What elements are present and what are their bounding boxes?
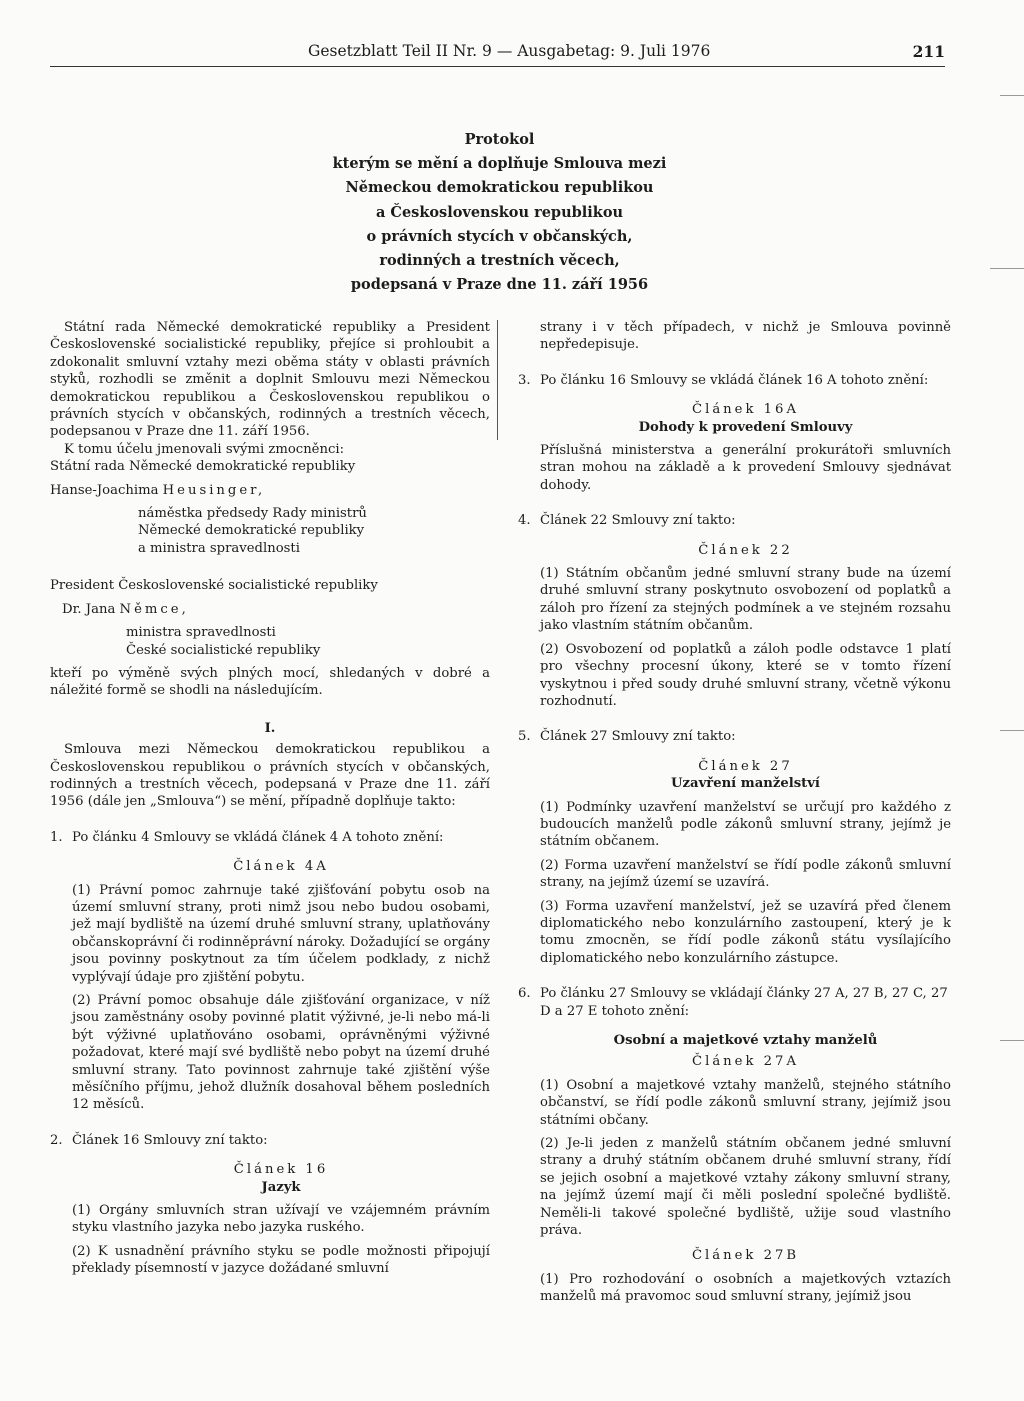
column-divider <box>497 320 498 440</box>
amendment-item <box>518 728 951 745</box>
section-intro: Smlouva mezi Německou demokratickou republikou a Československou republikou o právních stycích v občanských, rodinných a trestních věcech, podepsaná v Praze dne 11. září 1956 (dále jen „Smlouva“) se mění, případně doplňuje takto: <box>50 742 490 810</box>
article-paragraph: (1) Osobní a majetkové vztahy manželů, stejného státního občanství, se řídí podle zákonů smluvní strany, jejímiž jsou státními občany. <box>540 1077 951 1128</box>
article-paragraph: (3) Forma uzavření manželství, jež se uzavírá před členem diplomatického nebo konzulárního zastoupení, který je k tomu zmocněn, se řídí podle zákonů státu vysílajícího diplomatického nebo konzulárního zástupce. <box>540 898 951 966</box>
article-heading: Článek 16A <box>692 402 799 418</box>
amendment-item <box>50 1132 490 1149</box>
article-heading: Článek 27B <box>691 1248 800 1264</box>
item-number: 3. <box>518 372 531 388</box>
article-paragraph: (2) Osvobození od poplatků a záloh podle odstavce 1 platí pro všechny procesní úkony, které se v tomto řízení vyskytnou i před soudy druhé smluvní strany, včetně výkonu rozhodnutí. <box>540 641 951 709</box>
item-text: Po článku 4 Smlouvy se vkládá článek 4 A tohoto znění: <box>72 829 444 845</box>
title-line: Německou demokratickou republikou <box>345 179 654 197</box>
cs-plenipotentiary <box>50 601 490 618</box>
article-4a <box>50 858 490 1114</box>
article-heading: Článek 16 <box>233 1162 329 1178</box>
article-heading: Článek 27 <box>698 758 793 774</box>
right-column <box>518 319 951 1306</box>
section-title: Osobní a majetkové vztahy manželů <box>613 1033 878 1048</box>
article-paragraph: Příslušná ministerstva a generální prokurátoři smluvních stran mohou na základě a k provedení Smlouvy sjednávat dohody. <box>540 443 951 493</box>
article-heading: Článek 22 <box>698 542 793 558</box>
cs-role: České socialistické republiky <box>126 642 321 658</box>
gdr-surname: Heusinger, <box>162 482 266 498</box>
item-text: Článek 27 Smlouvy zní takto: <box>540 729 736 745</box>
gdr-party: Státní rada Německé demokratické republiky <box>50 459 356 475</box>
gdr-name: Hanse-Joachima <box>50 482 159 498</box>
item-number: 2. <box>50 1132 63 1148</box>
item-number: 1. <box>50 829 63 845</box>
title-line: podepsaná v Praze dne 11. září 1956 <box>350 276 649 294</box>
article-16a <box>518 401 951 494</box>
item-number: 4. <box>518 513 531 529</box>
article-paragraph: (1) Orgány smluvních stran užívají ve vzájemném právním styku vlastního jazyka nebo jazyka ruského. <box>72 1203 490 1236</box>
article-title: Dohody k provedení Smlouvy <box>638 419 853 435</box>
article-22 <box>518 542 951 711</box>
amendment-item <box>518 512 951 529</box>
item-text: Článek 16 Smlouvy zní takto: <box>72 1132 268 1148</box>
gdr-role: a ministra spravedlnosti <box>138 540 300 556</box>
article-paragraph: (1) Pro rozhodování o osobních a majetkových vztazích manželů má pravomoc soud smluvní strany, jejímiž jsou <box>540 1271 951 1305</box>
title-line: Protokol <box>464 131 535 148</box>
plenipotentiaries-intro: K tomu účelu jmenovali svými zmocněnci: <box>64 441 345 457</box>
cs-party: President Československé socialistické republiky <box>50 578 378 594</box>
item-text: Článek 22 Smlouvy zní takto: <box>540 513 736 529</box>
article-27 <box>518 758 951 967</box>
cs-name: Dr. Jana <box>62 601 116 617</box>
title-line: kterým se mění a doplňuje Smlouva mezi <box>332 155 667 173</box>
article-paragraph: (1) Podmínky uzavření manželství se určují pro každého z budoucích manželů podle zákonů smluvní strany, jejímž je státním občanem. <box>540 799 951 850</box>
article-paragraph: (1) Státním občanům jedné smluvní strany bude na území druhé smluvní strany poskytnuto osvobození od poplatků a záloh pro řízení za stejných podmínek a ve stejném rozsahu jako vlastním státním občanům. <box>540 566 951 634</box>
page-number: 211 <box>912 42 945 61</box>
amendment-item <box>518 372 951 389</box>
gdr-role: Německé demokratické republiky <box>138 523 365 539</box>
item-text: Po článku 16 Smlouvy se vkládá článek 16 A tohoto znění: <box>540 372 929 388</box>
article-paragraph: (2) Je-li jeden z manželů státním občanem jedné smluvní strany a druhý státním občanem druhé smluvní strany, řídí se jejich osobní a majetkové vztahy zákony smluvní strany, na jejímž území mají či měli poslední společné bydliště. Neměli-li takové společné bydliště, užije soud vlastního práva. <box>540 1136 951 1239</box>
left-column <box>50 319 490 1278</box>
gdr-role: náměstka předsedy Rady ministrů <box>138 506 367 522</box>
preamble: Státní rada Německé demokratické republiky a President Československé socialistické republiky, přejíce si prohloubit a zdokonalit smluvní vztahy mezi oběma státy v oblasti právních styků, rozhodli se změnit a doplnit Smlouvu mezi Německou demokratickou republikou a Československou republikou o právních stycích v občanských, rodinných a trestních věcech, podepsanou v Praze dne 11. září 1956. <box>50 320 490 440</box>
section-heading: I. <box>264 720 276 736</box>
item-number: 6. <box>518 986 531 1002</box>
article-title: Jazyk <box>261 1179 301 1195</box>
title-line: rodinných a trestních věcech, <box>379 252 620 270</box>
document-title <box>262 128 737 297</box>
title-line: o právních stycích v občanských, <box>366 227 633 245</box>
cs-role: ministra spravedlnosti <box>126 625 276 641</box>
article-27b <box>518 1247 951 1305</box>
gdr-roles <box>50 505 490 557</box>
margin-mark <box>990 268 1024 269</box>
amendment-item <box>50 829 490 846</box>
article-27a <box>518 1032 951 1239</box>
article-paragraph: (1) Právní pomoc zahrnuje také zjišťování pobytu osob na území smluvní strany, proti nimž jsou nebo budou osobami, jež mají bydliště na území druhé smluvní strany, uplatňovány občanskoprávní či rodinněprávní nároky. Dožadující se orgány jsou povinny poskytnout za tím účelem podklady, z nichž vyplývají údaje pro zjištění pobytu. <box>72 882 490 985</box>
title-line: a Československou republikou <box>375 203 624 221</box>
article-paragraph: (2) K usnadnění právního styku se podle možnosti připojují překlady písemností v jazyce dožádané smluvní <box>72 1243 490 1277</box>
item-number: 5. <box>518 729 531 745</box>
running-title: Gesetzblatt Teil II Nr. 9 — Ausgabetag: 9. Juli 1976 <box>308 42 711 60</box>
cs-roles <box>50 624 490 659</box>
article-heading: Článek 4A <box>233 859 329 875</box>
article-paragraph: (2) Právní pomoc obsahuje dále zjišťování organizace, v níž jsou zaměstnány osoby povinné platit výživné, je-li nebo má-li být výživné uplatňováno osobami, oprávněnými výživné požadovat, které mají své bydliště nebo pobyt na území druhé smluvní strany. Tato povinnost zahrnuje také zjištění výše měsíčního příjmu, jehož dlužník dosahoval během posledních 12 měsíců. <box>72 993 490 1113</box>
margin-mark <box>1000 95 1024 96</box>
article-16 <box>50 1161 490 1277</box>
continuation-text: strany i v těch případech, v nichž je Smlouva povinně nepředepisuje. <box>540 320 951 353</box>
article-paragraph: (2) Forma uzavření manželství se řídí podle zákonů smluvní strany, na jejímž území se uzavírá. <box>540 857 951 891</box>
gdr-plenipotentiary <box>50 482 490 499</box>
amendment-item <box>518 985 951 1020</box>
margin-mark <box>1000 1040 1024 1041</box>
item-text: Po článku 27 Smlouvy se vkládají články 27 A, 27 B, 27 C, 27 D a 27 E tohoto znění: <box>540 986 948 1019</box>
cs-surname: Němce, <box>119 601 189 617</box>
margin-mark <box>1000 730 1024 731</box>
article-title: Uzavření manželství <box>671 776 820 792</box>
running-header <box>50 40 945 67</box>
agreement-clause: kteří po výměně svých plných mocí, shledaných v dobré a náležité formě se shodli na následujícím. <box>50 665 490 699</box>
article-heading: Článek 27A <box>692 1054 799 1070</box>
